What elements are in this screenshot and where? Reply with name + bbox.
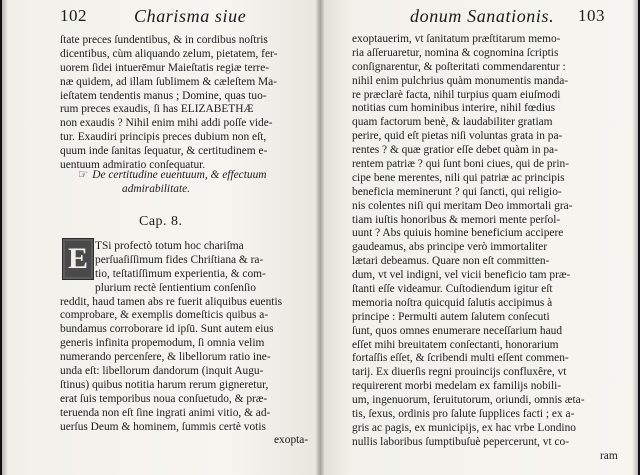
marginal-note-line1: De certitudine euentuum, & effectuum xyxy=(92,169,267,181)
right-text-block xyxy=(352,33,618,464)
text-line: plurium rectè ſentientium conſenſio xyxy=(95,281,257,294)
text-line: uentuum admiratio conſequatur. xyxy=(60,159,206,172)
catchword: exopta- xyxy=(274,434,309,447)
catchword: ram xyxy=(600,449,618,462)
text-line: uerſus Deum & hominem, ſummis certè votis xyxy=(60,420,266,433)
text-line: tio, teſtatiſſimum experientia, & com- xyxy=(95,267,266,280)
marginal-note-line2: admirabilitate. xyxy=(122,183,191,195)
left-top-text-block xyxy=(60,34,277,173)
text-line: quam factorum benè, & laudabiliter gratiam xyxy=(352,116,553,129)
left-running-head: Charisma siue xyxy=(134,6,247,26)
text-line: ſtanti eſſe videamur. Cuſtodiendum igitur eſt xyxy=(352,283,553,296)
text-line: principe : Permulti autem ſalutem conſecuti xyxy=(352,310,550,323)
text-line: TSi profectò totum hoc chariſma xyxy=(95,240,244,252)
text-line: tarij. Ex diuerſis regni prouincijs confluxêre, vt xyxy=(352,366,567,379)
text-line: uunt ? Abs quiuis homine beneficium accipere xyxy=(352,227,564,240)
text-line: dicentibus, cùm aliquando zelum, pietatem, fer- xyxy=(60,47,278,60)
text-line: re præclarè facta, nihil turpius quam eiuſmodi xyxy=(352,88,561,101)
text-line: nullis laboribus ſumptibuſuè pepercerunt, vt co- xyxy=(352,435,570,448)
decorated-initial: E xyxy=(62,238,94,280)
left-page xyxy=(2,0,320,475)
text-line: dum, vt vel indigni, vel vicii beneficio tam præ- xyxy=(352,269,571,282)
left-body-text-block xyxy=(60,240,308,448)
text-line: tiam iuſtis honoribus & memori mente perſol- xyxy=(352,213,561,226)
text-line: ieſtatem tendentis manus ; Domine, quas tuo- xyxy=(60,89,267,102)
text-line: conſignarentur, & poſteritati commendarentur : xyxy=(352,60,566,73)
text-line: exoptauerim, vt ſanitatum præſtitarum memo- xyxy=(352,33,561,45)
text-line: erat ſuis temporibus noua conſuetudo, & præ- xyxy=(60,392,268,405)
text-line: gaudeamus, abs principe verò immortaliter xyxy=(352,241,548,254)
text-line: bundamus corroborare id ipſū. Sunt autem eius xyxy=(60,323,274,336)
book-spread xyxy=(2,0,638,475)
text-line: næ quidem, ad illam ſublimem & cæleſtem Ma- xyxy=(60,75,278,88)
text-line: ria aſſeruaretur, nomina & cognomina ſcriptis xyxy=(352,46,559,59)
text-line: tis, ſexus, ordinis pro ſalute ſupplices facti ; ex a- xyxy=(352,408,575,421)
marginal-note xyxy=(78,168,267,196)
text-line: notitias cum hominibus interire, nihil fœdius xyxy=(352,102,556,115)
text-line: lætari debeamus. Quare non eſt committen- xyxy=(352,255,550,268)
text-line: ſtinus) quibus notitia harum rerum gigneretur, xyxy=(60,378,269,391)
text-line: non exaudis ? Nihil enim mihi addi poſſe vide- xyxy=(60,117,273,130)
text-line: nis colentes niſi qui meritam Deo immortali gra- xyxy=(352,199,573,212)
text-line: rum preces exaudis, ſi has ELIZABETHÆ xyxy=(60,103,254,116)
text-line: memoria noſtra quicquid ſalutis accipimus à xyxy=(352,296,553,309)
text-line: uorem ſidei intuerēmur Maieſtatis regiæ terre- xyxy=(60,61,270,74)
text-line: nihil enim pulchrius quàm monumentis manda- xyxy=(352,74,569,87)
right-page-number: 103 xyxy=(578,6,605,25)
text-line: beneficia meminerunt ? qui ſancti, qui religio- xyxy=(352,185,562,198)
chapter-heading: Cap. 8. xyxy=(139,214,183,229)
right-running-head: donum Sanationis. xyxy=(410,6,555,26)
text-line: rentem patriæ ? qui ſunt boni ciues, qui de prin- xyxy=(352,158,570,171)
text-line: um, ingenuorum, ſeruitutorum, oriundi, omnis æta- xyxy=(352,394,585,407)
right-page xyxy=(320,0,638,475)
text-line: eſſet mihi breuitatem conſectanti, honorarium xyxy=(352,338,559,351)
text-line: numerando percenſere, & libellorum ratio ine- xyxy=(60,351,271,364)
text-line: comprobare, & exemplis domeſticis quibus a- xyxy=(60,309,269,322)
book-gutter xyxy=(316,0,324,475)
right-page-edge xyxy=(632,0,638,475)
text-line: perſuaſiſſimum fides Chriſtiana & ra- xyxy=(95,253,264,266)
text-line: rentes ? & quæ gratior eſſe debet quàm in pa- xyxy=(352,144,558,157)
text-line: teruenda non eſt ſine ingrati animi vitio, & ad- xyxy=(60,406,271,419)
pointing-hand-icon: ☞ xyxy=(78,169,89,181)
text-line: cipe bene merentes, nili qui patriæ ac principis xyxy=(352,171,565,184)
text-line: generis infinita propemodum, ſi omnia velim xyxy=(60,337,265,350)
text-line: fortaſſis eſſet, & ſcribendi multi eſſent commen- xyxy=(352,352,569,365)
left-page-edge xyxy=(2,0,8,475)
text-line: perire, quid eſt pietas niſi voluntas grata in pa- xyxy=(352,130,563,143)
text-line: quum inde ſanitas ſequatur, & certitudinem e- xyxy=(60,145,268,158)
text-line: gris ac pagis, ex municipijs, ex hac vrbe Londino xyxy=(352,421,576,434)
left-page-number: 102 xyxy=(60,6,87,25)
text-line: reddit, haud tamen abs re fuerit aliquibus euentis xyxy=(60,295,283,308)
text-line: unda eſt: libellorum dandorum (inquit Augu- xyxy=(60,365,264,378)
text-line: tur. Exaudiri principis preces dubium non eſt, xyxy=(60,131,267,144)
text-line: ſunt, quos omnes enumerare neceſſarium haud xyxy=(352,324,563,337)
text-line: ſtate preces ſundentibus, & in cordibus noſtris xyxy=(60,34,268,46)
text-line: requirerent morbi medelam ex familijs nobili- xyxy=(352,380,562,393)
